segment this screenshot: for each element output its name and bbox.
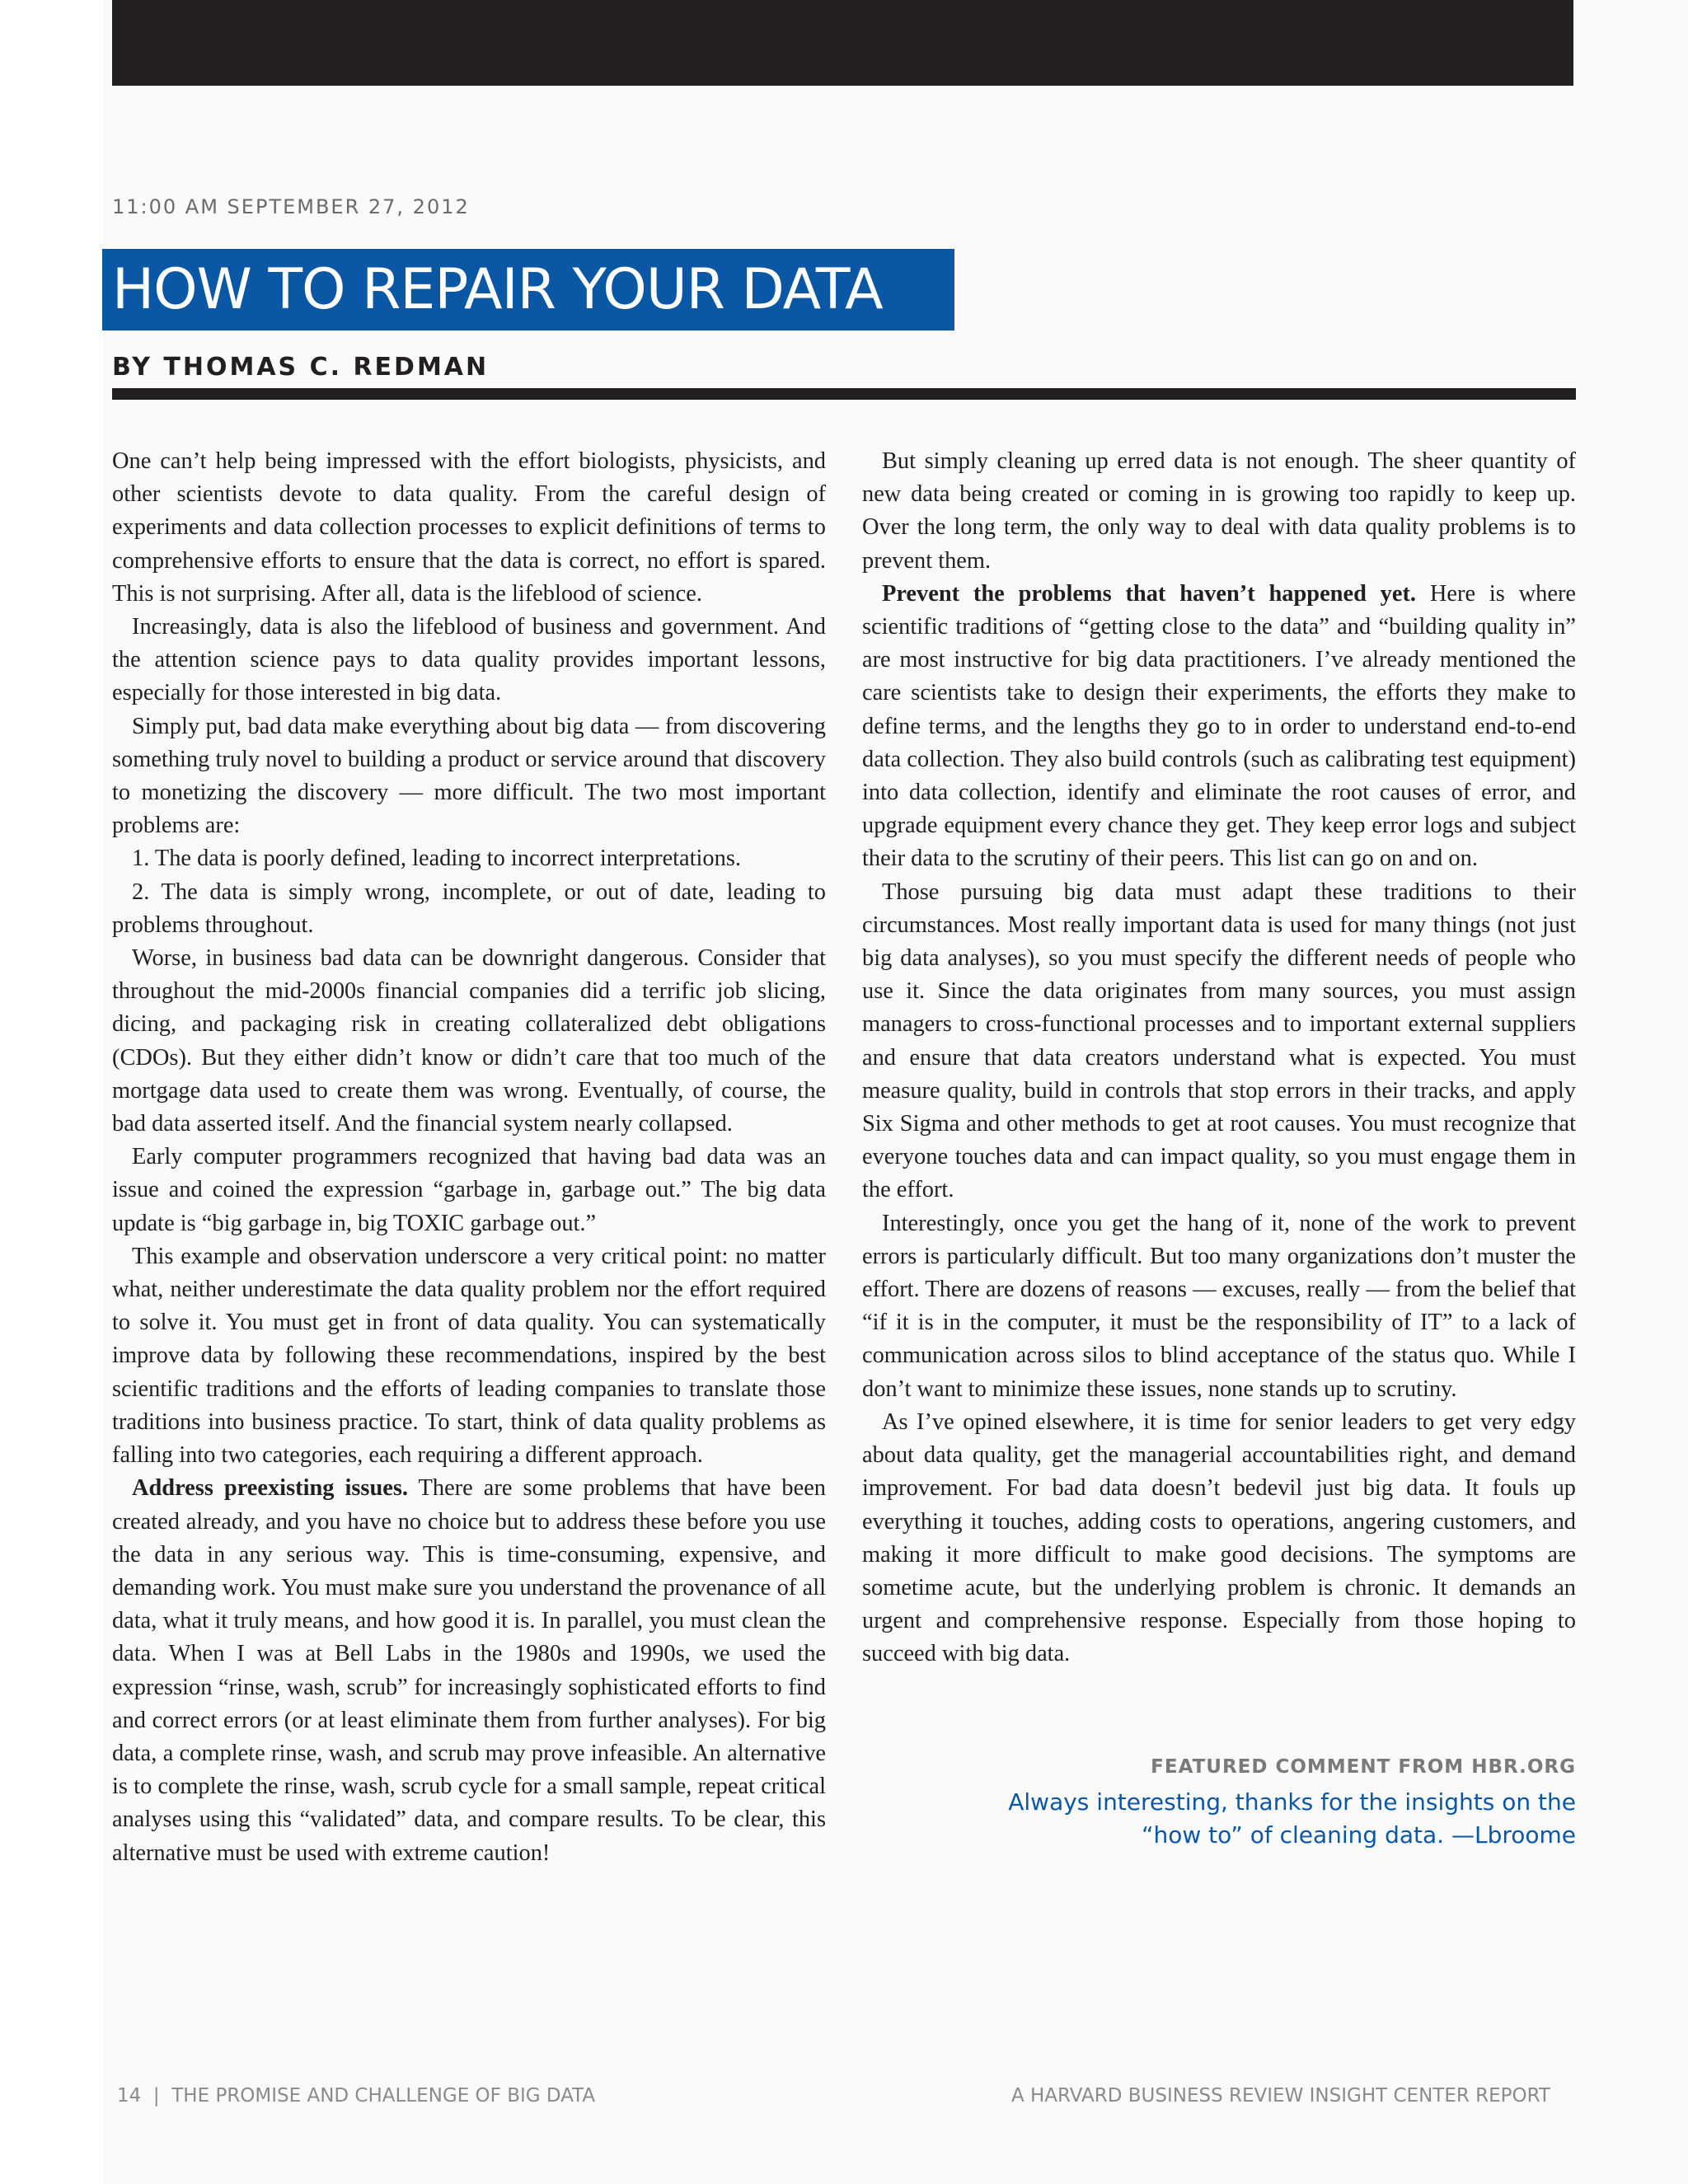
footer-report-title: A HARVARD BUSINESS REVIEW INSIGHT CENTER REPORT (1010, 2085, 1550, 2107)
paragraph: But simply cleaning up erred data is not enough. The sheer quantity of new data being created or coming in is growing too rapidly to keep up. Over the long term, the only way to deal with data quality problems is to prevent them. (862, 448, 1576, 574)
paragraph: Simply put, bad data make everything about big data — from discovering something truly novel to building a product or service around that discovery to monetizing the discovery — more difficult. The two most important problems are: (112, 713, 826, 839)
featured-comment-text (862, 1786, 1576, 1852)
article-column-right (862, 445, 1576, 1671)
paragraph: Those pursuing big data must adapt these traditions to their circumstances. Most really important data is used for many things (not just big data analyses), so you must specify the different needs of people who use it. Since the data originates from many sources, you must assign managers to cross-functional processes and to important external suppliers and ensure that data creators understand what is expected. You must measure quality, build in controls that stop errors in their tracks, and apply Six Sigma and other methods to get at root causes. You must recognize that everyone touches data and can impact quality, so you must engage them in the effort. (862, 879, 1576, 1203)
title-banner (102, 249, 954, 330)
featured-comment-line: Always interesting, thanks for the insights on the (1008, 1788, 1576, 1816)
header-bar (112, 0, 1573, 86)
featured-comment-label: FEATURED COMMENT FROM HBR.ORG (1151, 1756, 1576, 1778)
paragraph: This example and observation underscore a very critical point: no matter what, neither underestimate the data quality problem nor the effort required to solve it. You must get in front of data quality. You can systematically improve data by following these recommendations, inspired by the best scientific traditions and the efforts of leading companies to translate those traditions into business practice. To start, think of data quality problems as falling into two categories, each requiring a different approach. (112, 1243, 826, 1469)
page-title: HOW TO REPAIR YOUR DATA (112, 257, 883, 322)
section-lead: Address preexisting issues. (132, 1475, 409, 1502)
section-lead: Prevent the problems that haven’t happened yet. (882, 580, 1417, 607)
paragraph: Early computer programmers recognized that having bad data was an issue and coined the expression “garbage in, garbage out.” The big data update is “big garbage in, big TOXIC garbage out.” (112, 1144, 826, 1236)
paragraph (862, 578, 1576, 876)
paragraph: Worse, in business bad data can be downright dangerous. Consider that throughout the mid-2000s financial companies did a terrific job slicing, dicing, and packaging risk in creating collateralized debt obligations (CDOs). But they either didn’t know or didn’t care that too much of the mortgage data used to create them was wrong. Eventually, of course, the bad data asserted itself. And the financial system nearly collapsed. (112, 945, 826, 1137)
timestamp: 11:00 AM SEPTEMBER 27, 2012 (112, 195, 470, 218)
paragraph-text: There are some problems that have been created already, and you have no choice but to address these before you use the data in any serious way. This is time-consuming, expensive, and demanding work. You must make sure you understand the provenance of all data, what it truly means, and how good it is. In parallel, you must clean the data. When I was at Bell Labs in the 1980s and 1990s, we used the expression “rinse, wash, scrub” for increasingly sophisticated efforts to find and correct errors (or at least eliminate them from further analyses). For big data, a complete rinse, wash, and scrub may prove infeasible. An alternative is to complete the rinse, wash, scrub cycle for a small sample, repeat critical analyses using this “validated” data, and compare results. To be clear, this alternative must be used with extreme caution! (112, 1475, 826, 1866)
byline: BY THOMAS C. REDMAN (112, 353, 490, 382)
paragraph: As I’ve opined elsewhere, it is time for senior leaders to get very edgy about data quality, get the managerial accountabilities right, and demand improvement. For bad data doesn’t bedevil just big data. It fouls up everything it touches, adding costs to operations, angering customers, and making it more difficult to make good decisions. The symptoms are sometime acute, but the underlying problem is chronic. It demands an urgent and comprehensive response. Especially from those hoping to succeed with big data. (862, 1408, 1576, 1667)
paragraph: Increasingly, data is also the lifeblood of business and government. And the attention science pays to data quality provides important lessons, especially for those interested in big data. (112, 614, 826, 706)
paragraph-text: Here is where scientific traditions of “getting close to the data” and “building quality in” are most instructive for big data practitioners. I’ve already mentioned the care scientists take to design their experiments, the efforts they make to define terms, and the lengths they go to in order to understand end-to-end data collection. They also build controls (such as calibrating test equipment) into data collection, identify and eliminate the root causes of error, and upgrade equipment every chance they get. They keep error logs and subject their data to the scrutiny of their peers. This list can go on and on. (862, 580, 1576, 872)
paragraph: Interestingly, once you get the hang of it, none of the work to prevent errors is particularly difficult. But too many organizations don’t muster the effort. There are dozens of reasons — excuses, really — from the belief that “if it is in the computer, it must be the responsibility of IT” to a lack of communication across silos to blind acceptance of the status quo. While I don’t want to minimize these issues, none stands up to scrutiny. (862, 1210, 1576, 1402)
footer-page-info: 14 | THE PROMISE AND CHALLENGE OF BIG DATA (117, 2085, 596, 2107)
list-item: 2. The data is simply wrong, incomplete, or out of date, leading to problems throughout. (112, 879, 826, 938)
featured-comment (862, 1756, 1576, 1852)
featured-comment-line: “how to” of cleaning data. —Lbroome (1142, 1821, 1576, 1849)
header-rule (112, 388, 1576, 400)
paragraph (112, 1472, 826, 1869)
paragraph: One can’t help being impressed with the effort biologists, physicists, and other scientists devote to data quality. From the careful design of experiments and data collection processes to explicit definitions of terms to comprehensive efforts to ensure that the data is correct, no effort is spared. This is not surprising. After all, data is the lifeblood of science. (112, 448, 826, 607)
list-item: 1. The data is poorly defined, leading to incorrect interpretations. (132, 846, 741, 872)
article-column-left (112, 445, 826, 1870)
